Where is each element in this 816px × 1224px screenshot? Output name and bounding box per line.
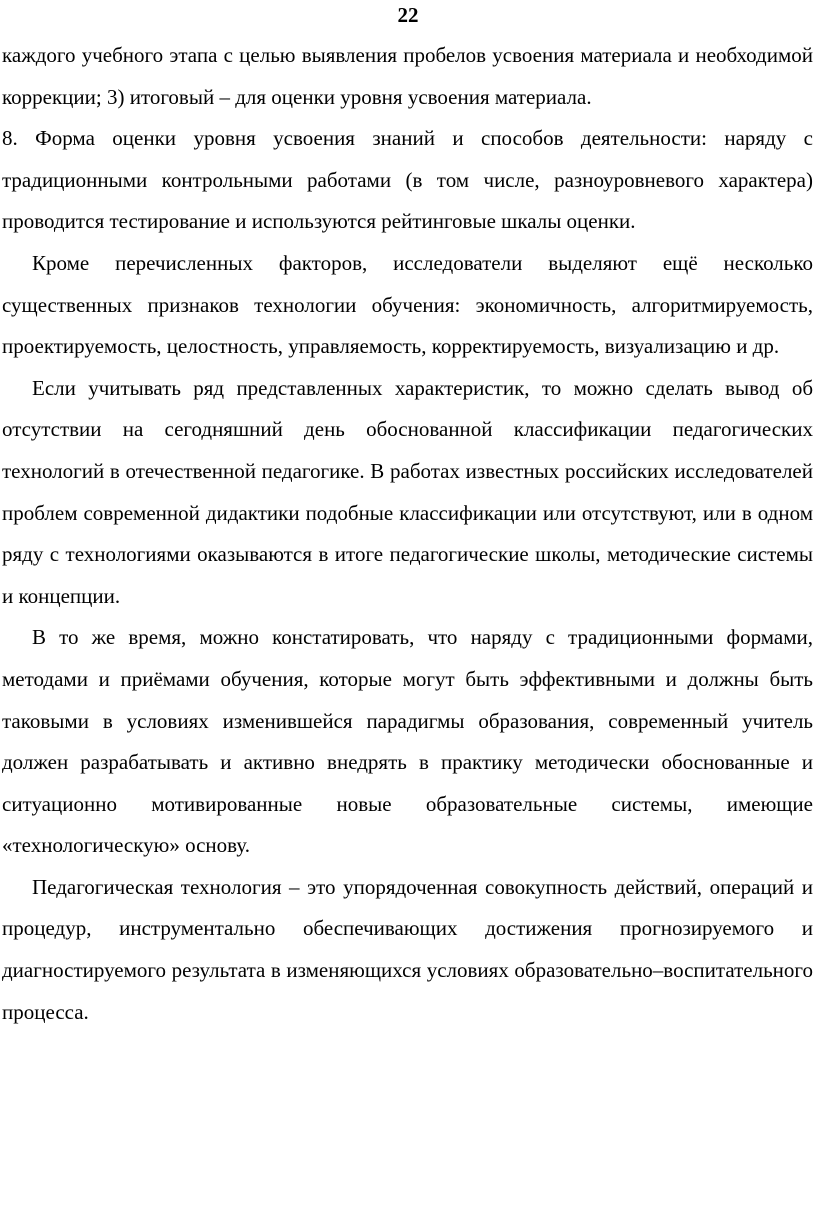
paragraph-technology-features: Кроме перечисленных факторов, исследователи выделяют ещё несколько существенных признаков технологии обучения: экономичность, алгоритмируемость, проектируемость, целостность, управляемость, корректируемость, визуализацию и др. [2,250,813,359]
page-number: 22 [397,3,419,27]
paragraph-continuation: каждого учебного этапа с целью выявления пробелов усвоения материала и необходимой коррекции; 3) итоговый – для оценки уровня усвоения материала. [2,43,813,109]
paragraph-modern-teacher: В то же время, можно констатировать, что наряду с традиционными формами, методами и приёмами обучения, которые могут быть эффективными и должны быть таковыми в условиях изменившейся парадигмы образования, современный учитель должен разрабатывать и активно внедрять в практику методически обоснованные и ситуационно мотивированные новые образовательные системы, имеющие «технологическую» основу. [2,625,813,858]
paragraph-item-8: 8. Форма оценки уровня усвоения знаний и способов деятельности: наряду с традиционными контрольными работами (в том числе, разноуровневого характера) проводится тестирование и используются рейтинговые шкалы оценки. [2,126,813,234]
paragraph-definition: Педагогическая технология – это упорядоченная совокупность действий, операций и процедур, инструментально обеспечивающих достижения прогнозируемого и диагностируемого результата в изменяющихся условиях образовательно–воспитательного процесса. [2,874,813,1024]
paragraph-classification: Если учитывать ряд представленных характеристик, то можно сделать вывод об отсутствии на сегодняшний день обоснованной классификации педагогических технологий в отечественной педагогике. В работах известных российских исследователей проблем современной дидактики подобные классификации или отсутствуют, или в одном ряду с технологиями оказываются в итоге педагогические школы, методические системы и концепции. [2,375,813,608]
body-text [2,35,813,1033]
